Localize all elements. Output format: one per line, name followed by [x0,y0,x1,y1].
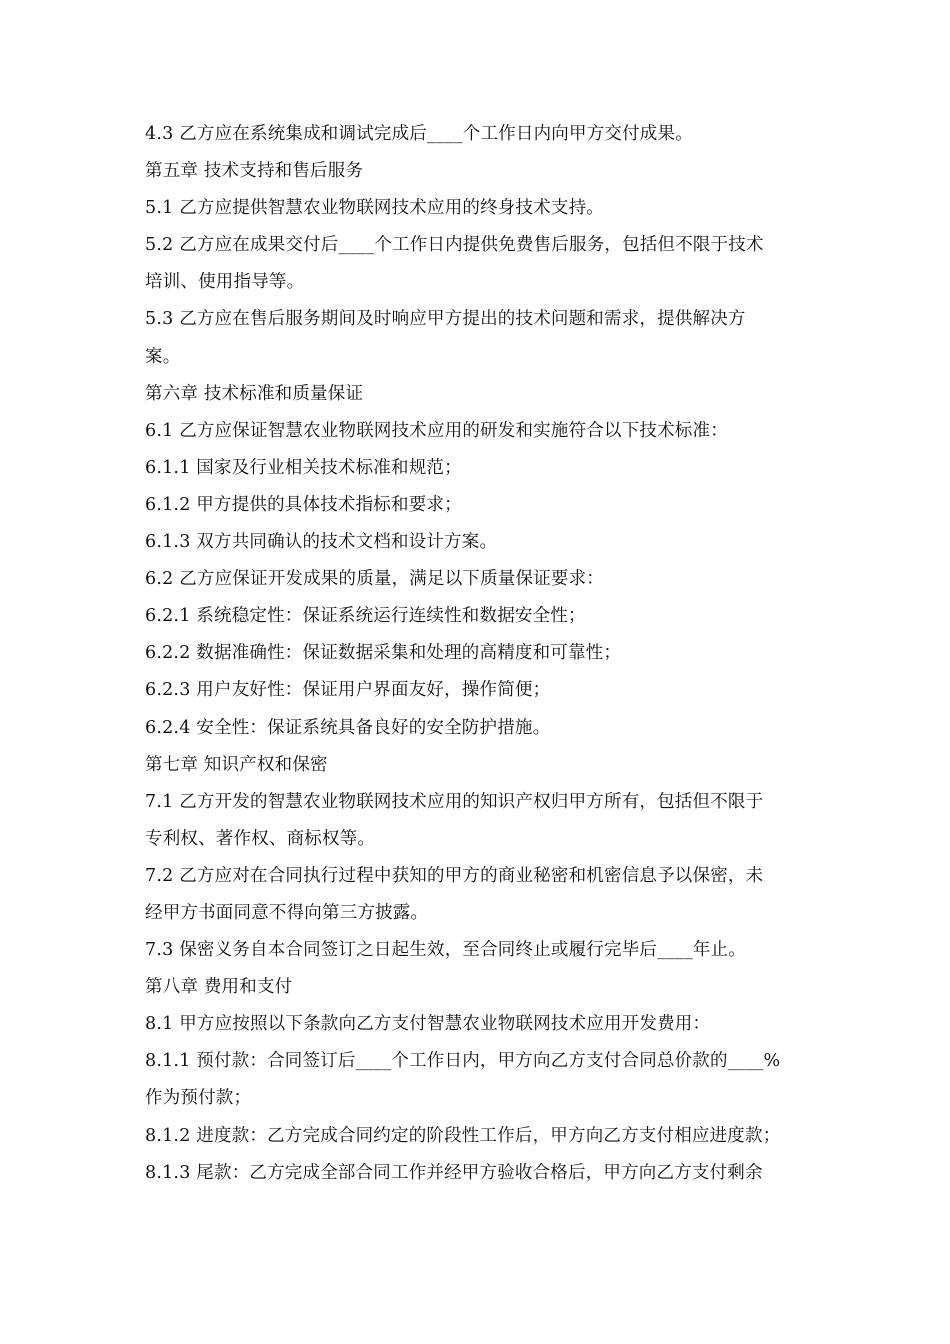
text-line: 6.2.3 用户友好性：保证用户界面友好，操作简便； [145,680,551,701]
text-line: 6.1.3 双方共同确认的技术文档和设计方案。 [145,532,498,553]
text-line: 作为预付款； [145,1088,252,1109]
document-page [145,116,815,1192]
text-line: 培训、使用指导等。 [145,272,305,293]
chapter-heading: 第五章 技术支持和售后服务 [145,161,364,182]
text-line: 6.1.2 甲方提供的具体技术指标和要求； [145,494,462,515]
text-line: 4.3 乙方应在系统集成和调试完成后____个工作日内向甲方交付成果。 [145,124,693,144]
text-line: 8.1.1 预付款：合同签订后____个工作日内，甲方向乙方支付合同总价款的____% [145,1051,781,1072]
chapter-heading: 第七章 知识产权和保密 [145,754,328,775]
text-line: 6.2.1 系统稳定性：保证系统运行连续性和数据安全性； [145,606,586,627]
text-line: 5.3 乙方应在售后服务期间及时响应甲方提出的技术问题和需求，提供解决方 [145,309,746,330]
text-line: 6.2.2 数据准确性：保证数据采集和处理的高精度和可靠性； [145,643,622,664]
chapter-heading: 第六章 技术标准和质量保证 [145,383,364,404]
text-line: 8.1.3 尾款：乙方完成全部合同工作并经甲方验收合格后，甲方向乙方支付剩余 [145,1162,763,1183]
text-line: 5.2 乙方应在成果交付后____个工作日内提供免费售后服务，包括但不限于技术 [145,235,764,256]
text-line: 案。 [145,346,181,367]
text-line: 8.1.2 进度款：乙方完成合同约定的阶段性工作后，甲方向乙方支付相应进度款； [145,1125,781,1146]
text-line: 专利权、著作权、商标权等。 [145,828,376,849]
chapter-heading: 第八章 费用和支付 [145,977,293,998]
text-line: 6.2 乙方应保证开发成果的质量，满足以下质量保证要求： [145,569,604,590]
text-line: 7.3 保密义务自本合同签订之日起生效，至合同终止或履行完毕后____年止。 [145,940,746,961]
text-line: 5.1 乙方应提供智慧农业物联网技术应用的终身技术支持。 [145,198,604,219]
text-line: 6.1 乙方应保证智慧农业物联网技术应用的研发和实施符合以下技术标准： [145,420,728,441]
text-line: 6.1.1 国家及行业相关技术标准和规范； [145,457,462,478]
text-line: 6.2.4 安全性：保证系统具备良好的安全防护措施。 [145,717,551,738]
text-line: 7.2 乙方应对在合同执行过程中获知的甲方的商业秘密和机密信息予以保密，未 [145,865,764,886]
text-line: 8.1 甲方应按照以下条款向乙方支付智慧农业物联网技术应用开发费用： [145,1014,711,1035]
text-line: 经甲方书面同意不得向第三方披露。 [145,902,429,923]
text-line: 7.1 乙方开发的智慧农业物联网技术应用的知识产权归甲方所有，包括但不限于 [145,791,764,812]
